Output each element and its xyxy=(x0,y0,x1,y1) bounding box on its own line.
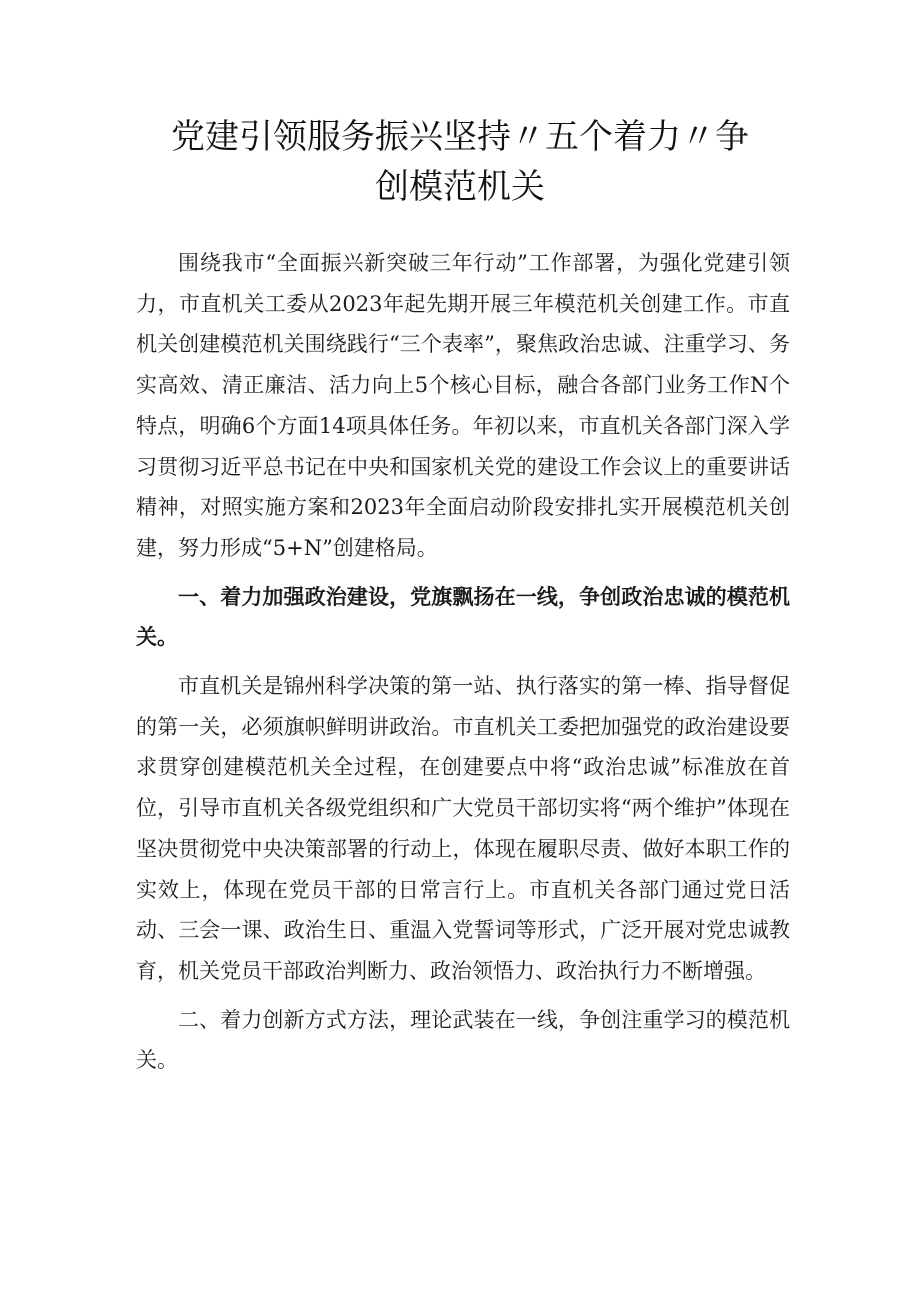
intro-paragraph: 围绕我市“全面振兴新突破三年行动”工作部署，为强化党建引领力，市直机关工委从2023年起先期开展三年模范机关创建工作。市直机关创建模范机关围绕践行“三个表率”，聚焦政治忠诚、注重学习、务实高效、清正廉洁、活力向上5个核心目标，融合各部门业务工作N个特点，明确6个方面14项具体任务。年初以来，市直机关各部门深入学习贯彻习近平总书记在中央和国家机关党的建设工作会议上的重要讲话精神，对照实施方案和2023年全面启动阶段安排扎实开展模范机关创建，努力形成“5+N”创建格局。 xyxy=(136,251,790,560)
section-heading-1: 一、着力加强政治建设，党旗飘扬在一线，争创政治忠诚的模范机关。 xyxy=(136,583,790,650)
document-title xyxy=(130,112,790,212)
section-heading-2: 二、着力创新方式方法，理论武装在一线，争创注重学习的模范机关。 xyxy=(136,1007,790,1073)
title-line-1: 党建引领服务振兴坚持〃五个着力〃争 xyxy=(171,117,749,157)
title-line-2: 创模范机关 xyxy=(375,167,545,207)
document-body xyxy=(136,243,790,1089)
section-1-paragraph: 市直机关是锦州科学决策的第一站、执行落实的第一棒、指导督促的第一关，必须旗帜鲜明讲政治。市直机关工委把加强党的政治建设要求贯穿创建模范机关全过程，在创建要点中将“政治忠诚”标准放在首位，引导市直机关各级党组织和广大党员干部切实将“两个维护”体现在坚决贯彻党中央决策部署的行动上，体现在履职尽责、做好本职工作的实效上，体现在党员干部的日常言行上。市直机关各部门通过党日活动、三会一课、政治生日、重温入党誓词等形式，广泛开展对党忠诚教育，机关党员干部政治判断力、政治领悟力、政治执行力不断增强。 xyxy=(136,674,790,983)
